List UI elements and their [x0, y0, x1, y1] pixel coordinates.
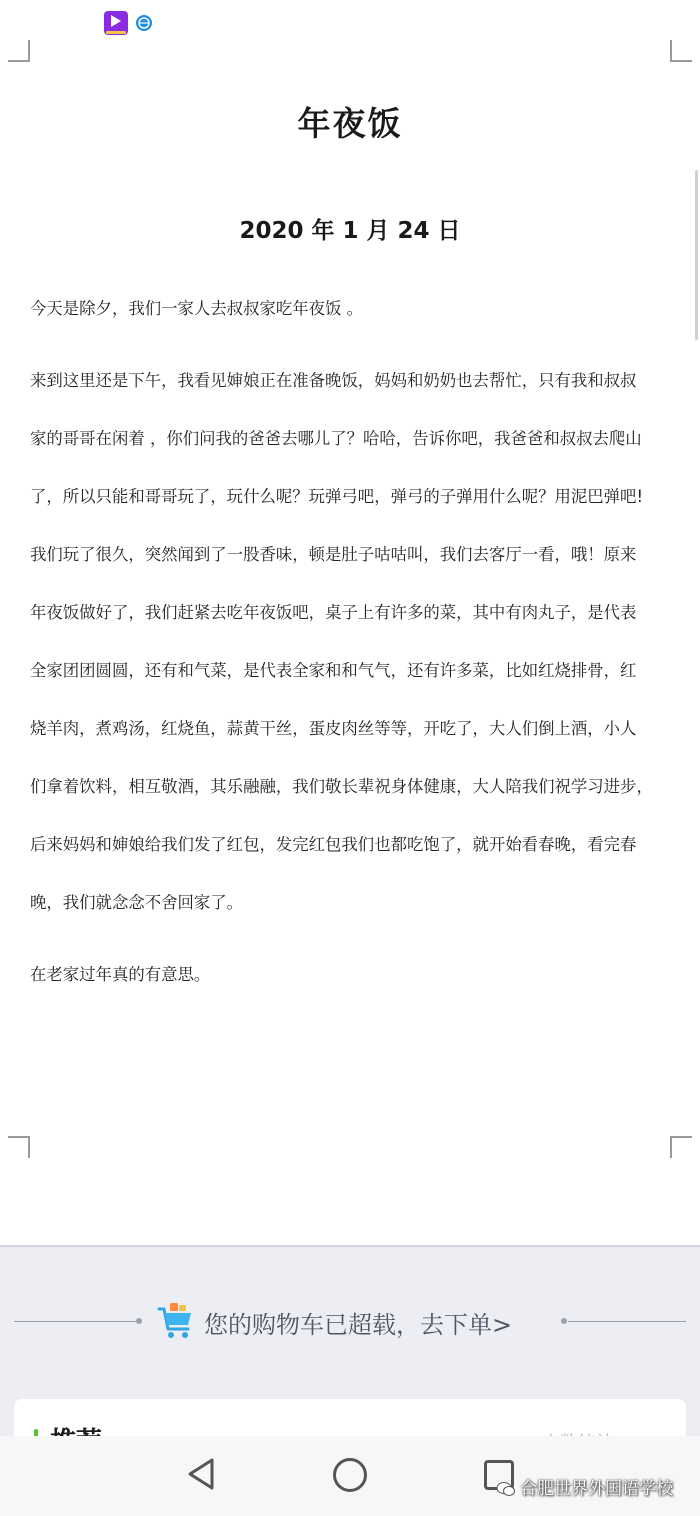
- paragraph-line: 年夜饭做好了，我们赶紧去吃年夜饭吧，桌子上有许多的菜，其中有肉丸子，是代表: [30, 603, 637, 622]
- cart-banner[interactable]: [0, 1297, 700, 1347]
- crop-mark-top-right: [670, 40, 692, 62]
- paragraph-line: 我们玩了很久，突然闻到了一股香味，顿是肚子咕咕叫，我们去客厅一看，哦！原来: [30, 545, 637, 564]
- paragraph-line: 来到这里还是下午，我看见婶娘正在准备晚饭，妈妈和奶奶也去帮忙，只有我和叔叔: [30, 371, 637, 390]
- cart-overload-link[interactable]: 您的购物车已超载，去下单>: [204, 1311, 513, 1339]
- divider-right: [568, 1321, 686, 1322]
- wechat-icon: [496, 1481, 516, 1497]
- document-date: 2020 年 1 月 24 日: [239, 218, 461, 244]
- document-body: [30, 280, 670, 1004]
- crop-mark-bottom-left: [8, 1136, 30, 1158]
- browser-app-icon: [136, 15, 152, 31]
- back-icon[interactable]: [184, 1456, 218, 1492]
- watermark-text: 合肥世界外国语学校: [520, 1479, 673, 1499]
- paragraph-2: [30, 352, 670, 932]
- paragraph-line: 们拿着饮料，相互敬酒，其乐融融，我们敬长辈祝身体健康，大人陪我们祝学习进步，: [30, 777, 653, 796]
- paragraph-line: 烧羊肉，煮鸡汤，红烧鱼，蒜黄干丝，蛋皮肉丝等等，开吃了，大人们倒上酒，小人: [30, 719, 637, 738]
- watermark: [496, 1474, 673, 1500]
- home-icon[interactable]: [333, 1458, 367, 1492]
- paragraph-line: 晚，我们就念念不舍回家了。: [30, 893, 244, 912]
- shopping-cart-icon[interactable]: [156, 1301, 196, 1341]
- paragraph-line: 了，所以只能和哥哥玩了，玩什么呢？玩弹弓吧，弹弓的子弹用什么呢？用泥巴弹吧!: [30, 487, 644, 506]
- status-bar: [0, 0, 700, 40]
- paragraph-line: 后来妈妈和婶娘给我们发了红包，发完红包我们也都吃饱了，就开始看春晚，看完春: [30, 835, 637, 854]
- paragraph-3: 在老家过年真的有意思。: [30, 965, 211, 984]
- paragraph-line: 家的哥哥在闲着 ，你们问我的爸爸去哪儿了？哈哈，告诉你吧，我爸爸和叔叔去爬山: [30, 429, 642, 448]
- crop-mark-bottom-right: [670, 1136, 692, 1158]
- scroll-indicator[interactable]: [695, 170, 698, 340]
- video-app-icon: [104, 11, 128, 35]
- document-title: 年夜饭: [297, 104, 403, 143]
- navigation-bar: [0, 1436, 700, 1516]
- paragraph-line: 全家团团圆圆，还有和气菜，是代表全家和和气气，还有许多菜，比如红烧排骨，红: [30, 661, 637, 680]
- document-page: [0, 40, 700, 1245]
- paragraph-1: 今天是除夕，我们一家人去叔叔家吃年夜饭 。: [30, 299, 364, 318]
- divider-dot-left: [136, 1318, 142, 1324]
- crop-mark-top-left: [8, 40, 30, 62]
- divider-left: [14, 1321, 136, 1322]
- divider-dot-right: [561, 1318, 567, 1324]
